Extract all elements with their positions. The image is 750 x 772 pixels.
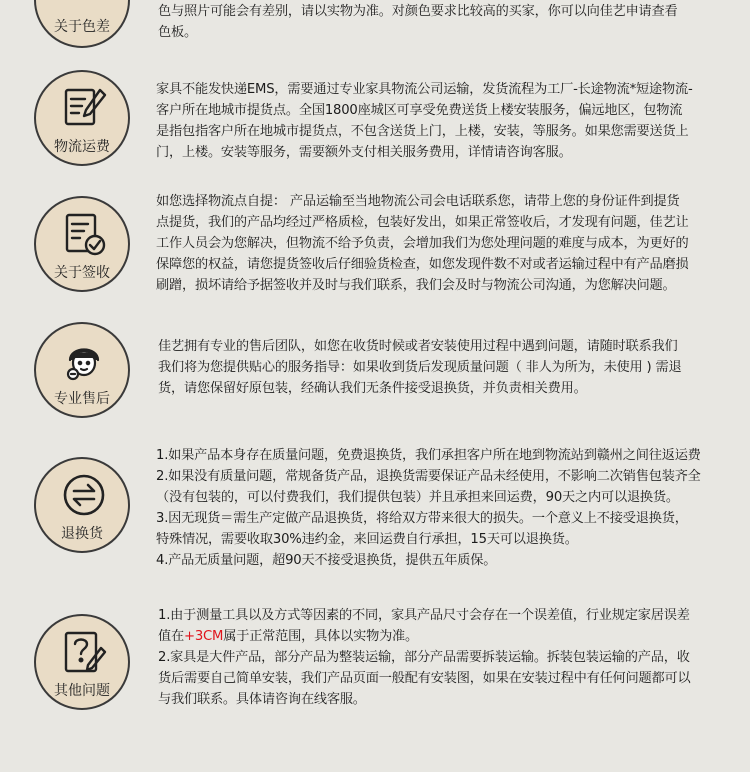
text-line: 4.产品无质量问题，超90天不接受退换货，提供五年质保。 [156,553,497,568]
aftersales-badge [34,322,130,418]
text-line: 1.如果产品本身存在质量问题，免费退换货，我们承担客户所在地到物流站到赣州之间往返运费 [156,448,701,463]
color-badge [34,0,130,48]
text-line: 2.如果没有质量问题，常规备货产品，退换货需要保证产品未经使用，不影响二次销售包装齐全 [156,469,701,484]
text-line: 货后需要自己简单安装，我们产品页面一般配有安装图，如果在安装过程中有任何问题都可以 [158,671,691,686]
color-text [158,1,728,43]
text-line: 点提货，我们的产品均经过严格质检，包装好发出，如果正常签收后，才发现有问题，佳艺让 [156,215,689,230]
text-line: 门，上楼。安装等服务，需要额外支付相关服务费用，详情请咨询客服。 [156,145,572,160]
text-line: 保障您的权益，请您提货签收后仔细验货检查，如您发现件数不对或者运输过程中有产品磨损 [156,257,689,272]
shipping-text [156,79,726,163]
text-line: 家具不能发快递EMS，需要通过专业家具物流公司运输，发货流程为工厂-长途物流*短途物流- [156,82,693,97]
text-line: 是指包指客户所在地城市提货点，不包含送货上门，上楼，安装，等服务。如果您需要送货上 [156,124,689,139]
text-line: 工作人员会为您解决，但物流不给予负责，会增加我们为您处理问题的难度与成本，为更好的 [156,236,689,251]
aftersales-label: 专业售后 [54,391,110,407]
other-text [158,605,728,710]
shipping-badge [34,70,130,166]
returns-text [156,445,726,571]
returns-badge [34,457,130,553]
text-line: 客户所在地城市提货点。全国1800座城区可享受免费送货上楼安装服务，偏远地区，包物流 [156,103,683,118]
other-label: 其他问题 [54,683,110,699]
text-line: 1.由于测量工具以及方式等因素的不同，家具产品尺寸会存在一个误差值，行业规定家居误差 [158,608,690,623]
returns-label: 退换货 [61,526,103,542]
service-agent-icon [60,336,108,384]
text-line [158,626,728,647]
question-pen-icon [60,628,108,676]
exchange-icon [60,471,108,519]
aftersales-text [158,336,728,399]
color-label: 关于色差 [54,19,110,35]
text-line: 与我们联系。具体请咨询在线客服。 [158,692,366,707]
document-pen-icon [60,84,108,132]
text-line: 刷蹭，损坏请给予据签收并及时与我们联系，我们会及时与物流公司沟通，为您解决问题。 [156,278,676,293]
text-line: 我们将为您提供贴心的服务指导：如果收到货后发现质量问题（ 非人为所为，未使用 ) 需退 [158,360,682,375]
text-line: （没有包装的，可以付费我们，我们提供包装）并且承担来回运费，90天之内可以退换货。 [156,490,679,505]
text-line: 色板。 [158,25,197,40]
shipping-label: 物流运费 [54,139,110,155]
text-line: 特殊情况，需要收取30%违约金，来回运费自行承担，15天可以退换货。 [156,532,578,547]
receipt-text [156,191,726,296]
text-line: 货，请您保留好原包装，经确认我们无条件接受退换货，并负责相关费用。 [158,381,587,396]
receipt-label: 关于签收 [54,265,110,281]
text-line: 3.因无现货＝需生产定做产品退换货，将给双方带来很大的损失。一个意义上不接受退换货， [156,511,688,526]
document-check-icon [60,210,108,258]
text-fragment: 属于正常范围，具体以实物为准。 [223,629,419,644]
text-line: 如您选择物流点自提： 产品运输至当地物流公司会电话联系您，请带上您的身份证件到提货 [156,194,680,209]
tolerance-highlight: +3CM [183,629,224,644]
receipt-badge [34,196,130,292]
text-line: 佳艺拥有专业的售后团队，如您在收货时候或者安装使用过程中遇到问题，请随时联系我们 [158,339,678,354]
text-line: 色与照片可能会有差别，请以实物为准。对颜色要求比较高的买家，你可以向佳艺申请查看 [158,4,678,19]
other-badge [34,614,130,710]
text-line: 2.家具是大件产品，部分产品为整装运输，部分产品需要拆装运输。拆装包装运输的产品，收 [158,650,690,665]
text-fragment: 值在 [158,629,184,644]
